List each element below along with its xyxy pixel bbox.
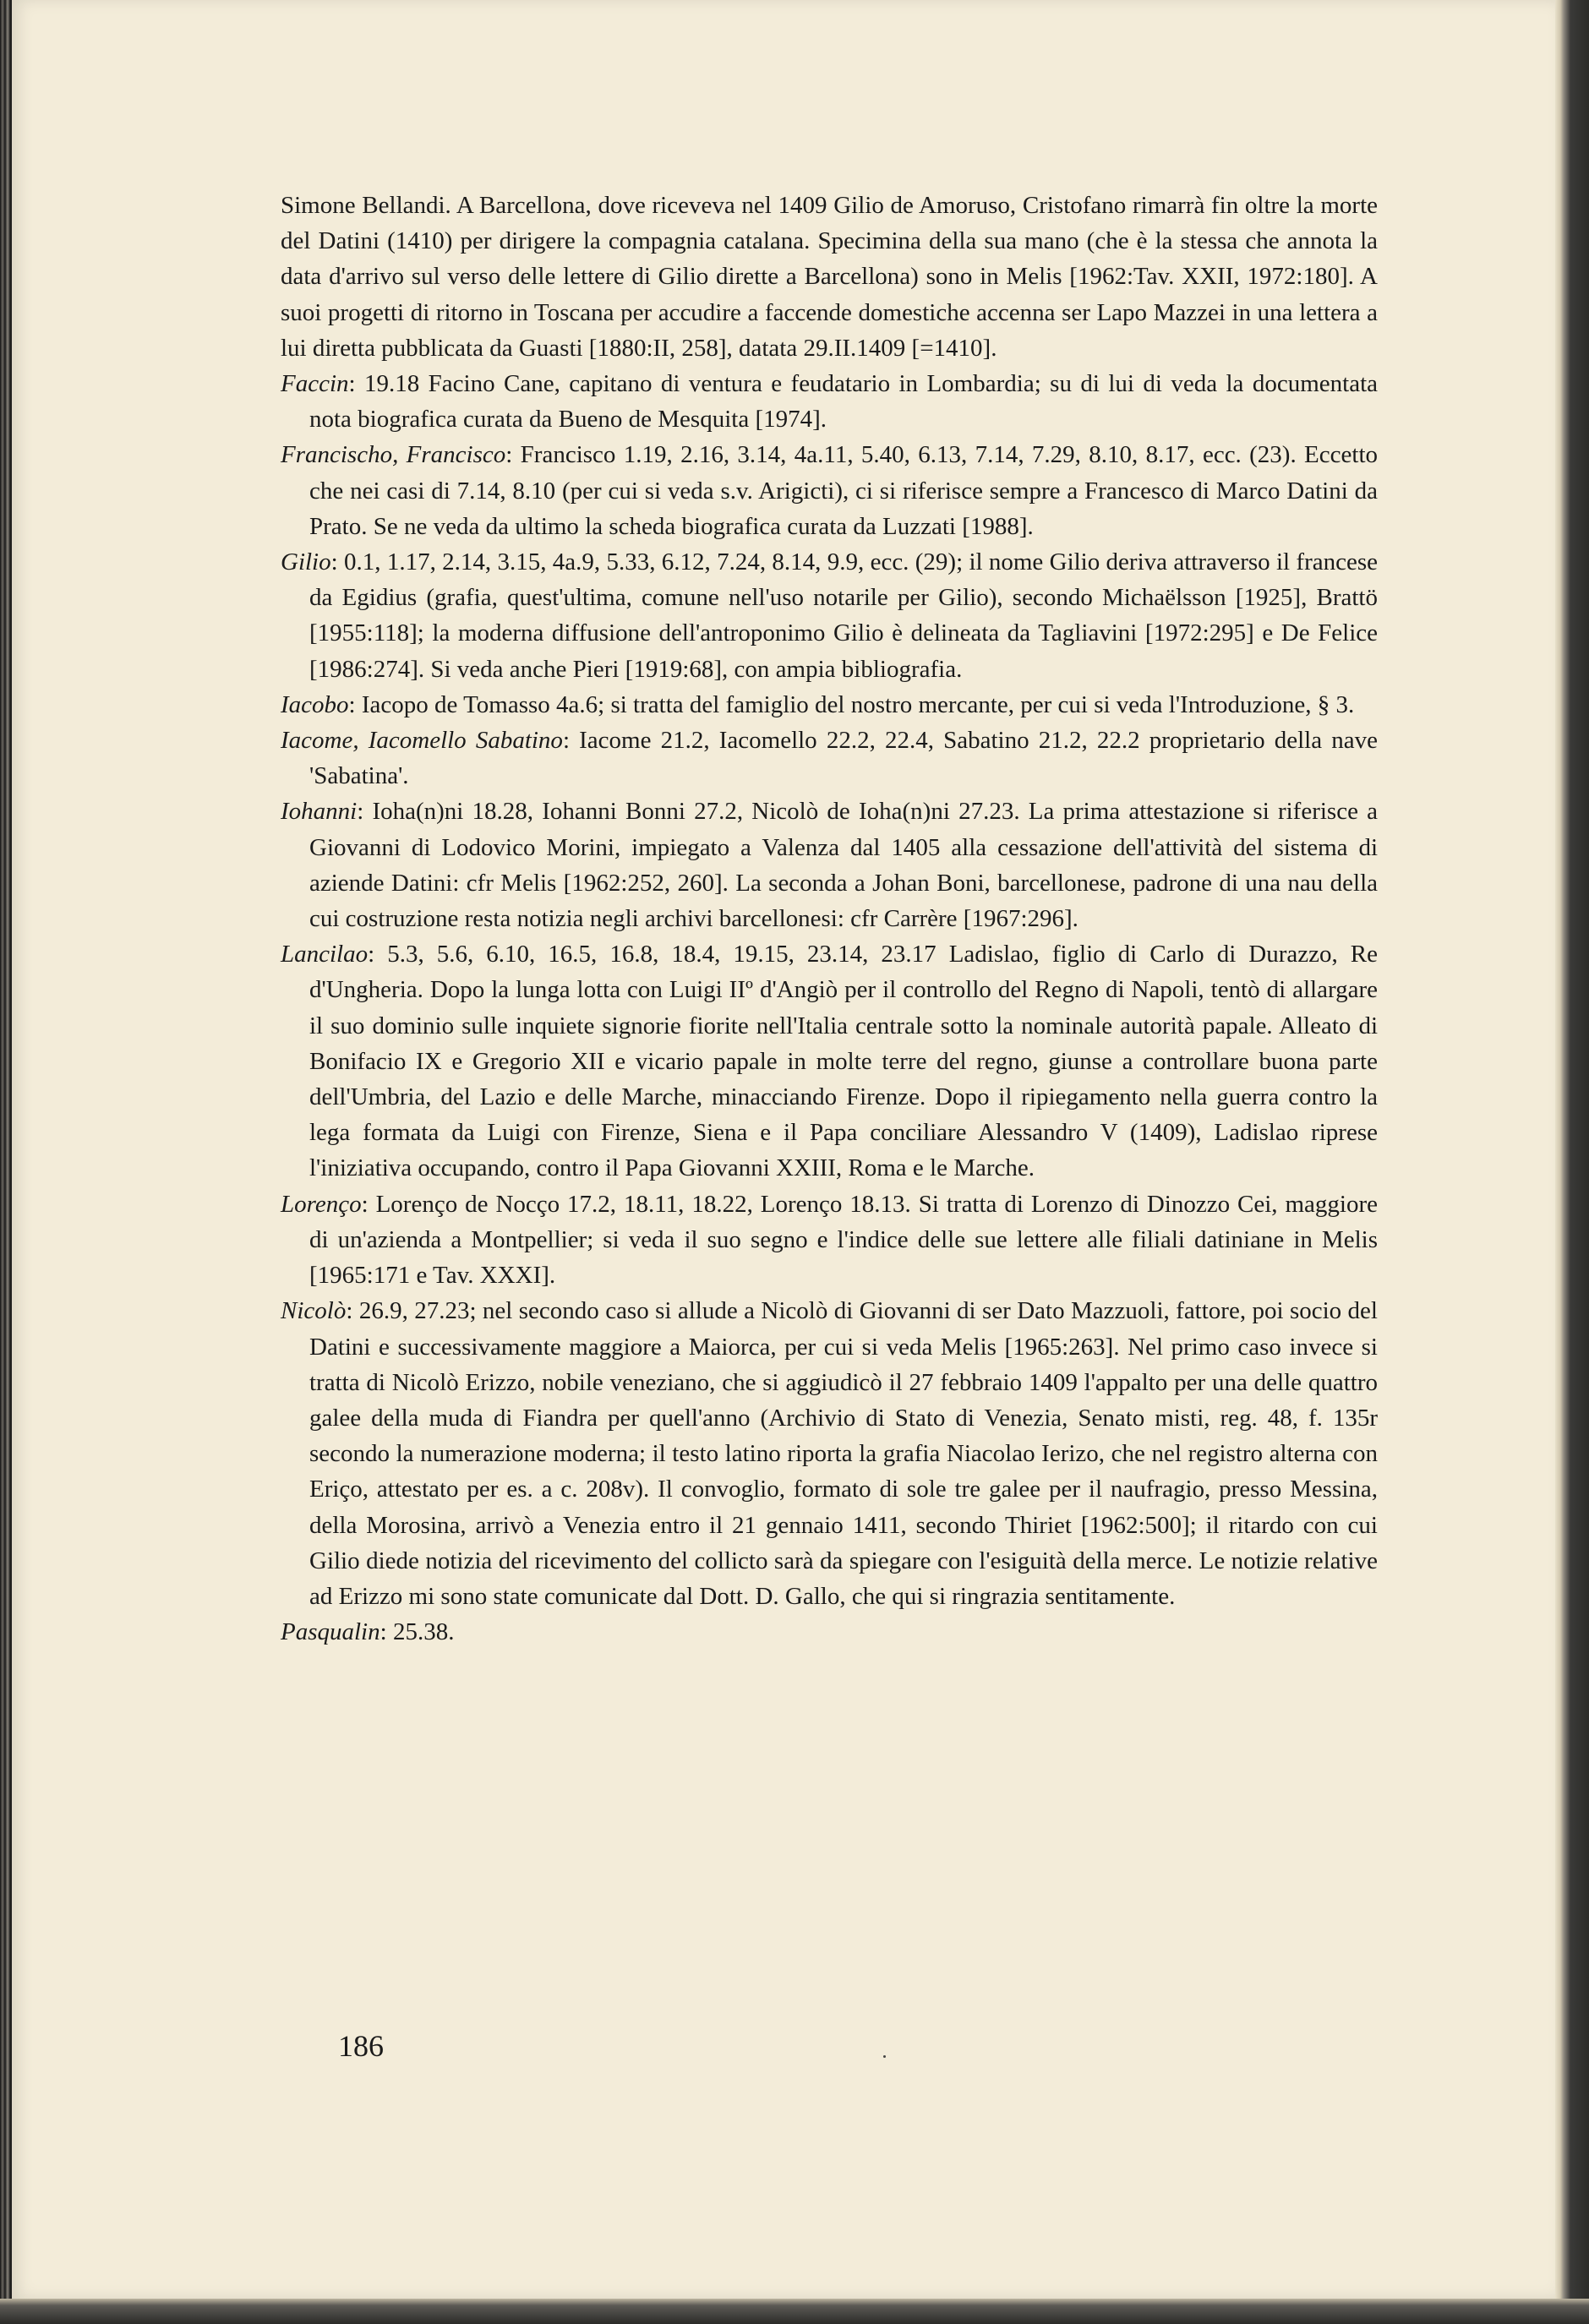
page-edge: [1555, 0, 1589, 2324]
index-entry: [281, 687, 1378, 723]
entry-lemma: Francischo, Francisco: [281, 441, 506, 469]
entry-lemma: Gilio: [281, 548, 331, 576]
index-entry: [281, 437, 1378, 544]
entry-body: Iacome 21.2, Iacomello 22.2, 22.4, Sabatino 21.2, 22.2 proprietario della nave 'Sabatina'.: [309, 727, 1378, 790]
entry-separator: :: [348, 370, 364, 398]
entry-separator: :: [368, 941, 388, 968]
entry-separator: :: [357, 798, 373, 826]
entry-separator: :: [348, 690, 362, 718]
index-entry: [281, 1187, 1378, 1294]
entry-body: 25.38.: [392, 1618, 455, 1646]
index-entry: [281, 188, 1378, 366]
entry-body: Ioha(n)ni 18.28, Iohanni Bonni 27.2, Nicolò de Ioha(n)ni 27.23. La prima attestazione si riferisce a Giovanni di Lodovico Morini, impiegato a Valenza dal 1405 alla cessazione dell'attività del sistema di aziende Datini: cfr Melis [1962:252, 260]. La seconda a Johan Boni, barcellonese, padrone di una nau della cui costruzione resta notizia negli archivi barcellonesi: cfr Carrère [1967:296].: [309, 798, 1378, 933]
ink-speck: [883, 2055, 886, 2058]
index-entry: [281, 936, 1378, 1186]
entry-lemma: Nicolò: [281, 1297, 347, 1325]
entry-body: 19.18 Facino Cane, capitano di ventura e feudatario in Lombardia; su di lui di veda la documentata nota biografica curata da Bueno de Mesquita [1974].: [309, 370, 1378, 434]
entry-body: Francisco 1.19, 2.16, 3.14, 4a.11, 5.40, 6.13, 7.14, 7.29, 8.10, 8.17, ecc. (23). Eccetto che nei casi di 7.14, 8.10 (per cui si veda s.v. Arigicti), ci si riferisce sempre a Francesco di Marco Datini da Prato. Se ne veda da ultimo la scheda biografica curata da Luzzati [1988].: [309, 441, 1378, 540]
entry-body: Simone Bellandi. A Barcellona, dove riceveva nel 1409 Gilio de Amoruso, Cristofano rimarrà fin oltre la morte del Datini (1410) per dirigere la compagnia catalana. Specimina della sua mano (che è la stessa che annota la data d'arrivo sul verso delle lettere di Gilio dirette a Barcellona) sono in Melis [1962:Tav. XXII, 1972:180]. A suoi progetti di ritorno in Toscana per accudire a faccende domestiche accenna ser Lapo Mazzei in una lettera a lui diretta pubblicata da Guasti [1880:II, 258], datata 29.II.1409 [=1410].: [281, 192, 1378, 362]
entry-separator: :: [562, 727, 580, 755]
entry-body: 0.1, 1.17, 2.14, 3.15, 4a.9, 5.33, 6.12, 7.24, 8.14, 9.9, ecc. (29); il nome Gilio deriva attraverso il francese da Egidius (grafia, quest'ultima, comune nell'uso notarile per Gilio), secondo Michaëlsson [1925], Brattö [1955:118]; la moderna diffusione dell'antroponimo Gilio è delineata da Tagliavini [1972:295] e De Felice [1986:274]. Si veda anche Pieri [1919:68], con ampia bibliografia.: [309, 548, 1378, 683]
entry-separator: :: [505, 441, 521, 469]
entry-separator: :: [346, 1297, 359, 1325]
entry-separator: :: [361, 1190, 376, 1218]
index-entry: [281, 1293, 1378, 1614]
entry-lemma: Faccin: [281, 370, 349, 398]
entry-separator: :: [330, 548, 345, 576]
index-entry: [281, 366, 1378, 437]
index-entry: [281, 723, 1378, 794]
entry-body: Lorenço de Nocço 17.2, 18.11, 18.22, Lorenço 18.13. Si tratta di Lorenzo di Dinozzo Cei, maggiore di un'azienda a Montpellier; si veda il suo segno e l'indice delle sue lettere alle filiali datiniane in Melis [1965:171 e Tav. XXXI].: [309, 1190, 1379, 1290]
entry-lemma: Pasqualin: [281, 1618, 380, 1646]
index-entry: [281, 794, 1378, 936]
entry-lemma: Lancilao: [281, 941, 369, 968]
entry-separator: :: [380, 1618, 393, 1646]
book-spine: [0, 0, 12, 2324]
entry-body: 26.9, 27.23; nel secondo caso si allude a Nicolò di Giovanni di ser Dato Mazzuoli, fattore, poi socio del Datini e successivamente maggiore a Maiorca, per cui si veda Melis [1965:263]. Nel primo caso invece si tratta di Nicolò Erizzo, nobile veneziano, che si aggiudicò il 27 febbraio 1409 l'appalto per una delle quattro galee della muda di Fiandra per quell'anno (Archivio di Stato di Venezia, Senato misti, reg. 48, f. 135r secondo la numerazione moderna; il testo latino riporta la grafia Niacolao Ierizo, che nel registro alterna con Eriço, attestato per es. a c. 208v). Il convoglio, formato di sole tre galee per il naufragio, presso Messina, della Morosina, arrivò a Venezia entro il 21 gennaio 1411, secondo Thiriet [1962:500]; il ritardo con cui Gilio diede notizia del ricevimento del collicto sarà da spiegare con l'esiguità della merce. Le notizie relative ad Erizzo mi sono state comunicate dal Dott. D. Gallo, che qui si ringrazia sentitamente.: [309, 1297, 1378, 1610]
entry-lemma: Iacome, Iacomello Sabatino: [281, 727, 563, 755]
entry-body: 5.3, 5.6, 6.10, 16.5, 16.8, 18.4, 19.15, 23.14, 23.17 Ladislao, figlio di Carlo di Durazzo, Re d'Ungheria. Dopo la lunga lotta con Luigi IIº d'Angiò per il controllo del Regno di Napoli, tentò di allargare il suo dominio sulle inquiete signorie fiorite nell'Italia centrale sotto la nominale autorità papale. Alleato di Bonifacio IX e Gregorio XII e vicario papale in molte terre del regno, giunse a controllare buona parte dell'Umbria, del Lazio e delle Marche, minacciando Firenze. Dopo il ripiegamento nella guerra contro la lega formata da Luigi con Firenze, Siena e il Papa conciliare Alessandro V (1409), Ladislao riprese l'iniziativa occupando, contro il Papa Giovanni XXIII, Roma e le Marche.: [309, 941, 1378, 1182]
scan-bottom-edge: [0, 2299, 1589, 2324]
entry-lemma: Iohanni: [281, 798, 358, 826]
entry-lemma: Iacobo: [281, 690, 349, 718]
entry-lemma: Lorenço: [281, 1190, 362, 1218]
page-text-column: [281, 188, 1378, 1650]
index-entry: [281, 544, 1378, 687]
page-number: 186: [338, 2029, 384, 2063]
index-entry: [281, 1614, 1378, 1650]
entry-body: Iacopo de Tomasso 4a.6; si tratta del famiglio del nostro mercante, per cui si veda l'Introduzione, § 3.: [361, 690, 1355, 718]
